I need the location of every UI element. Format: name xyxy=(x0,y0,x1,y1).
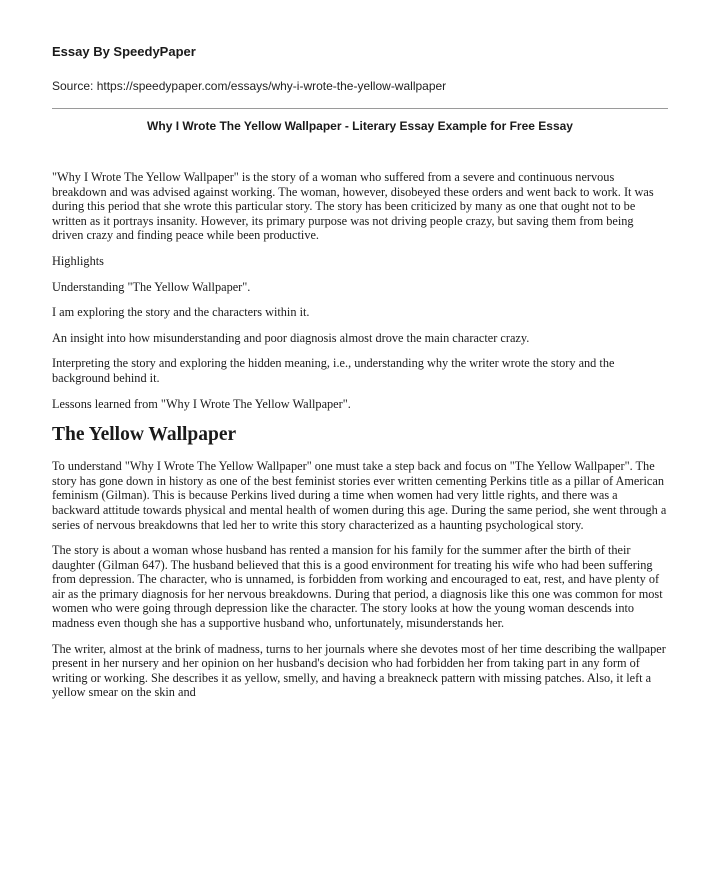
highlight-item: Lessons learned from "Why I Wrote The Yellow Wallpaper". xyxy=(52,396,351,411)
section-paragraph: The writer, almost at the brink of madness, turns to her journals where she devotes most of her time describing the wallpaper present in her nursery and her opinion on her husband's decision who had forbidden her from taking part in any form of writing or working. She describes it as yellow, smelly, and having a breakneck pattern with missing patches. Also, it left a yellow smear on the skin and xyxy=(52,641,666,700)
section-heading: The Yellow Wallpaper xyxy=(52,424,237,446)
header-divider xyxy=(52,108,668,109)
section-paragraph: To understand "Why I Wrote The Yellow Wallpaper" one must take a step back and focus on "The Yellow Wallpaper". The story has gone down in history as one of the best feminist stories ever written cementing Perkins title as a pillar of American feminism (Gilman). This is because Perkins lived during a time when women had very little rights, and there was a backward attitude towards physical and mental health of women during this age. During the same period, she went through a series of nervous breakdowns that led her to write this story characterized as a haunting psychological story. xyxy=(52,459,667,532)
highlight-item: Interpreting the story and exploring the hidden meaning, i.e., understanding why the writer wrote the story and the background behind it. xyxy=(52,356,615,385)
brand-name: Essay By SpeedyPaper xyxy=(52,44,196,59)
highlights-label: Highlights xyxy=(52,253,104,268)
highlight-item: Understanding "The Yellow Wallpaper". xyxy=(52,279,251,294)
highlight-item: I am exploring the story and the characters within it. xyxy=(52,305,310,320)
intro-paragraph: "Why I Wrote The Yellow Wallpaper" is the story of a woman who suffered from a severe and continuous nervous breakdown and was advised against working. The woman, however, disobeyed these orders and went back to work. It was during this period that she wrote this particular story. The story has been criticized by many as one that ought not to be written as it portrays insanity. However, its primary purpose was not driving people crazy, but saving them from being driven crazy and finding peace while been productive. xyxy=(52,170,654,243)
highlight-item: An insight into how misunderstanding and poor diagnosis almost drove the main character crazy. xyxy=(52,330,530,345)
source-line: Source: https://speedypaper.com/essays/why-i-wrote-the-yellow-wallpaper xyxy=(52,79,447,93)
document-title: Why I Wrote The Yellow Wallpaper - Literary Essay Example for Free Essay xyxy=(147,119,573,133)
section-paragraph: The story is about a woman whose husband has rented a mansion for his family for the summer after the birth of their daughter (Gilman 647). The husband believed that this is a good environment for treating his wife who had been suffering from depression. The character, who is unnamed, is forbidden from working and encouraged to eat, rest, and have plenty of air as the primary diagnosis for her nervous breakdowns. During that period, a diagnosis like this one was common for most women who were going through depression like the character. The story looks at how the young woman descends into madness even though she has a supportive husband who, unfortunately, misunderstands her. xyxy=(52,543,663,631)
